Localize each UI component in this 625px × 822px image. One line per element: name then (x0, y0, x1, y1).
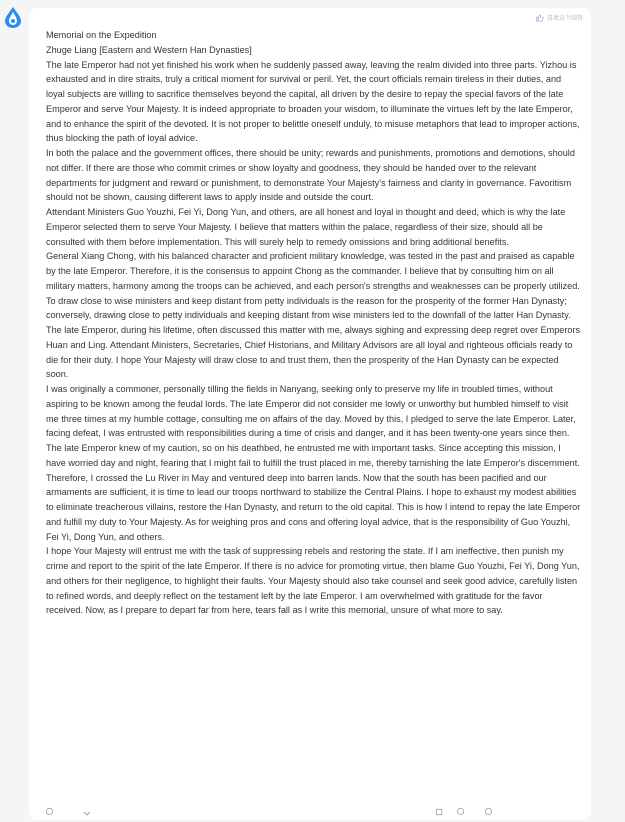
paragraph: The late Emperor knew of my caution, so on his deathbed, he entrusted me with important tasks. Since accepting this mission, I have worried day and night, fearing that I might fail to fulfill the trust placed in me, thereby tarnishing the late Emperor's discernment. Therefore, I crossed the Lu River in May and ventured deep into barren lands. Now that the south has been pacified and our armaments are sufficient, it is time to lead our troops northward to stabilize the Central Plains. I hope to exhaust my modest abilities to eliminate treacherous villains, restore the Han Dynasty, and return to the old capital. This is how I intend to repay the late Emperor and fulfill my duty to Your Majesty. As for weighing pros and cons and offering loyal advice, that is the responsibility of Guo Youzhi, Fei Yi, Dong Yun, and others. (46, 443, 581, 542)
dropdown-icon[interactable] (83, 804, 91, 822)
thumb-up-icon (536, 14, 544, 22)
copy-icon[interactable] (435, 803, 444, 821)
poem-title: Memorial on the Expedition (46, 30, 157, 40)
answer-text (46, 28, 581, 618)
like-answer-label: 喜欢这个回答 (546, 16, 583, 22)
poem-author: Zhuge Liang [Eastern and Western Han Dynasties] (46, 44, 252, 55)
paragraph: The late Emperor had not yet finished his work when he suddenly passed away, leaving the realm divided into three parts. Yizhou is exhausted and in dire straits, truly a critical moment for survival or peril. Yet, the court officials remain tireless in their duties, and loyal subjects are willing to sacrifice themselves beyond the capital, all driven by the desire to repay the special favors of the late Emperor and serve Your Majesty. It is indeed appropriate to broaden your wisdom, to illuminate the virtues left by the late Emperor, and to enhance the spirit of the devoted. It is not proper to belittle oneself unduly, to misuse metaphors that lead to improper actions, thus blocking the path of loyal advice. (46, 59, 580, 144)
paragraph: General Xiang Chong, with his balanced character and proficient military knowledge, was tested in the past and praised as capable by the late Emperor. Therefore, it is the consensus to appoint Chong as the commander. I believe that by consulting him on all military matters, harmony among the troops can be achieved, and each person's strengths and weaknesses can be properly utilized. (46, 251, 580, 291)
paragraph: Attendant Ministers Guo Youzhi, Fei Yi, Dong Yun, and others, are all honest and loyal in thought and deed, which is why the late Emperor selected them to serve Your Majesty. I believe that matters within the palace, regardless of their size, should all be consulted with them before implementation. This will surely help to remedy omissions and bring additional benefits. (46, 207, 566, 247)
refresh-icon[interactable] (45, 803, 54, 821)
paragraph: To draw close to wise ministers and keep distant from petty individuals is the reason for the prosperity of the former Han Dynasty; conversely, drawing close to petty individuals and keeping distant from wise ministers led to the downfall of the latter Han Dynasty. The late Emperor, during his lifetime, often discussed this matter with me, always sighing and expressing deep regret over Emperors Huan and Ling. Attendant Ministers, Secretaries, Chief Historians, and Military Advisors are all loyal and righteous officials ready to die for their duty. I hope Your Majesty will draw close to and trust them, then the prosperity of the Han Dynasty can be expected soon. (46, 295, 581, 380)
app-logo-icon (3, 6, 23, 28)
answer-card (29, 8, 591, 820)
like-answer-button[interactable] (536, 13, 583, 22)
share-icon[interactable] (456, 803, 465, 821)
paragraph: I hope Your Majesty will entrust me with the task of suppressing rebels and restoring the state. If I am ineffective, then punish my crime and report to the spirit of the late Emperor. If there is no advice for promoting virtue, then blame Guo Youzhi, Fei Yi, Dong Yun, and others for their negligence, to highlight their faults. Your Majesty should also take counsel and seek good advice, carefully listen to refined words, and deeply reflect on the testament left by the late Emperor. I am overwhelmed with gratitude for the favor received. Now, as I prepare to depart far from here, tears fall as I write this memorial, unsure of what more to say. (46, 546, 580, 616)
answer-footer (29, 801, 591, 815)
more-icon[interactable] (484, 803, 493, 821)
paragraph: In both the palace and the government offices, there should be unity; rewards and punishments, promotions and demotions, should not differ. If there are those who commit crimes or show loyalty and goodness, they should be handed over to the relevant departments for judgment and reward or punishment, to demonstrate Your Majesty's fairness and clarity in governance. Favoritism should not be shown, causing different laws to apply inside and outside the court. (46, 148, 575, 203)
paragraph: I was originally a commoner, personally tilling the fields in Nanyang, seeking only to preserve my life in troubled times, without aspiring to be known among the feudal lords. The late Emperor did not consider me lowly or unworthy but humbled himself to visit me three times at my humble cottage, consulting me on affairs of the day. Moved by this, I pledged to serve the late Emperor. Later, facing defeat, I was entrusted with responsibilities during a time of crisis and danger, and it has been twenty-one years since then. (46, 384, 576, 439)
